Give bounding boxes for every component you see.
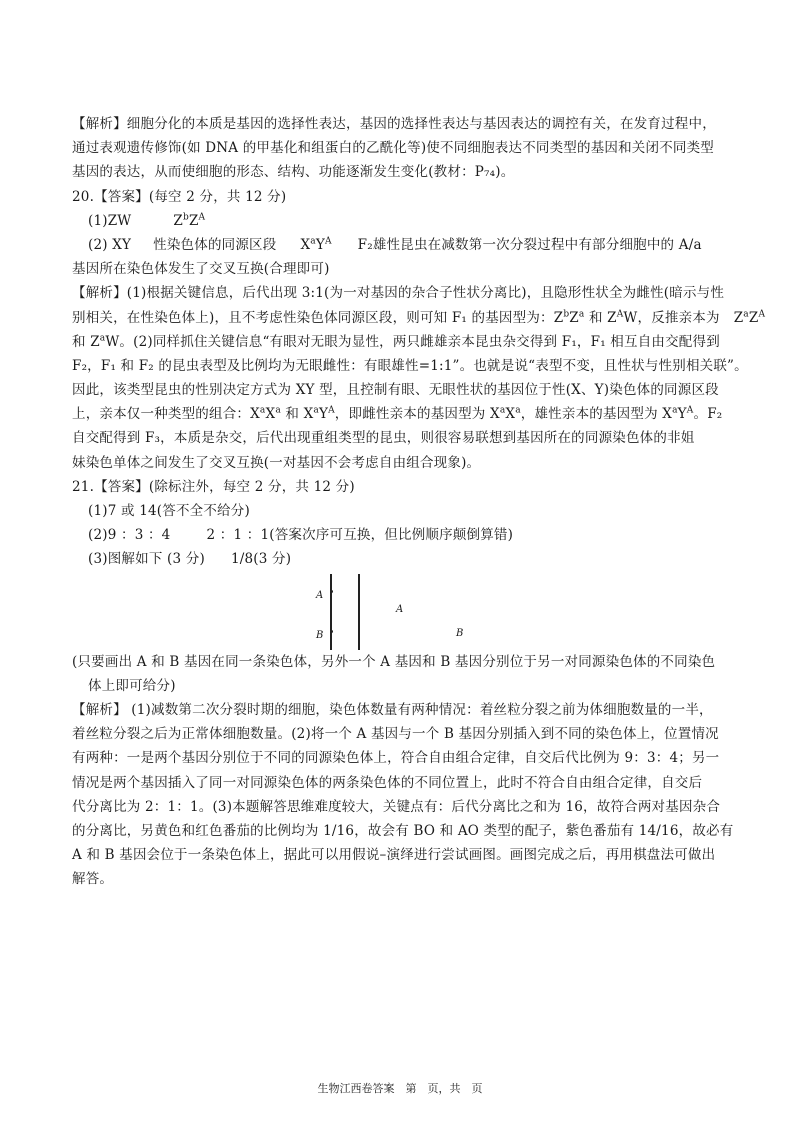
text-line: 妹染色单体之间发生了交叉互换(一对基因不会考虑自由组合现象)。 xyxy=(72,454,481,471)
q20-answer-1 xyxy=(72,209,732,233)
genotype-text: Z xyxy=(173,212,183,229)
text-span: Y xyxy=(677,406,687,423)
superscript: b xyxy=(182,212,189,223)
chromosome-line-1 xyxy=(330,574,332,650)
chromosome-diagram xyxy=(72,572,732,650)
gene-label-a: A xyxy=(316,589,324,601)
text-span: X xyxy=(505,406,516,423)
superscript: a xyxy=(313,405,319,416)
text-span: X xyxy=(265,406,276,423)
genotype-text: Z xyxy=(188,212,199,229)
superscript: A xyxy=(328,405,335,416)
text-span: 别相关，在性染色体上)，且不考虑性染色体同源区段，则可知 F₁ 的基因型为：Z xyxy=(72,309,564,326)
text-span: (3)图解如下 (3 分) xyxy=(88,551,205,568)
superscript: a xyxy=(99,333,106,344)
text-span: 2 ：1 ：1(答案次序可互换，但比例顺序颠倒算错) xyxy=(206,527,514,544)
superscript: a xyxy=(743,309,749,319)
superscript: a xyxy=(259,405,266,416)
text-span: 和 Z xyxy=(584,309,617,326)
text-span: 上，亲本仅一种类型的组合：X xyxy=(72,406,260,423)
text-span: ，雄性亲本的基因型为 X xyxy=(520,406,673,423)
text-line: 代分离比为 2：1：1。(3)本题解答思维难度较大，关键点有：后代分离比之和为 16，故符合两对基因杂合 xyxy=(72,798,721,815)
gene-label-b: B xyxy=(316,629,324,641)
text-line xyxy=(72,402,732,426)
q21-answer-2 xyxy=(72,523,732,547)
text-line: 基因的表达，从而使细胞的形态、结构、功能逐渐发生变化(教材：P₇₄)。 xyxy=(72,164,515,181)
text-span: W，反推亲本为 xyxy=(623,309,720,326)
text-line: 通过表观遗传修饰(如 DNA 的甲基化和组蛋白的乙酰化等)使不同细胞表达不同类型的基因和关闭不同类型 xyxy=(72,140,715,157)
superscript: A xyxy=(616,309,624,319)
text-line: 解答。 xyxy=(72,871,114,888)
gene-label-a-other: A xyxy=(396,603,404,615)
text-line: 自交配得到 F₃，本质是杂交，后代出现重组类型的昆虫，则很容易联想到基因所在的同源染色体的非姐 xyxy=(72,430,695,447)
superscript: a xyxy=(578,309,585,319)
gene-locus-a xyxy=(330,590,333,593)
text-line: 有两种：一是两个基因分别位于不同的同源染色体上，符合自由组合定律，自交后代比例为 9：3：4；另一 xyxy=(72,750,720,767)
text-span: (2)9 ：3 ：4 xyxy=(88,527,171,544)
superscript: b xyxy=(563,309,570,319)
q20-answer-2-e: F₂雄性昆虫在减数第一次分裂过程中有部分细胞中的 A/a xyxy=(357,236,702,253)
text-line: F₂，F₁ 和 F₂ 的昆虫表型及比例均为无眼雌性：有眼雄性=1:1”。也就是说“表型不变，且性状与性别相关联”。 xyxy=(72,357,748,374)
text-span: 1/8(3 分) xyxy=(230,551,292,568)
text-span: 和 X xyxy=(280,406,314,423)
text-line: 【解析】 (1)减数第二次分裂时期的细胞，染色体数量有两种情况：着丝粒分裂之前为体细胞数量的一半， xyxy=(72,701,713,718)
question-20-heading: 20.【答案】(每空 2 分，共 12 分) xyxy=(72,188,287,205)
q21-answer-1: (1)7 或 14(答不全不给分) xyxy=(88,503,250,519)
superscript: A xyxy=(758,309,766,319)
q20-answer-2-a: (2) XY xyxy=(88,236,132,253)
superscript: a xyxy=(515,405,521,416)
text-span: Z xyxy=(733,309,744,326)
text-line: 【解析】(1)根据关键信息，后代出现 3:1(为一对基因的杂合子性状分离比)，且隐形性状全为雌性(暗示与性 xyxy=(72,285,725,302)
text-line xyxy=(72,306,766,330)
text-span: W。(2)同样抓住关键信息“有眼对无眼为显性，两只雌雄亲本昆虫杂交得到 F₁，F₁ 相互自由交配得到 xyxy=(105,333,720,350)
text-line: 着丝粒分裂之后为正常体细胞数量。(2)将一个 A 基因与一个 B 基因分别插入到不同的染色体上，位置情况 xyxy=(72,726,719,743)
text-line: A 和 B 基因会位于一条染色体上，据此可以用假说–演绎进行尝试画图。画图完成之后，再用棋盘法可做出 xyxy=(72,847,716,864)
gene-locus-b xyxy=(330,630,333,633)
question-21-heading: 21.【答案】(除标注外，每空 2 分，共 12 分) xyxy=(72,478,355,495)
text-span: Z xyxy=(748,309,759,326)
superscript: A xyxy=(198,212,206,223)
q20-answer-2 xyxy=(72,233,732,257)
text-span: ，即雌性亲本的基因型为 X xyxy=(334,406,500,423)
q20-answer-1-a: (1)ZW xyxy=(88,212,132,229)
chromosome-line-2 xyxy=(358,574,360,650)
answer-content xyxy=(72,112,766,891)
superscript: a xyxy=(310,236,316,247)
q21-answer-3 xyxy=(72,547,732,571)
text-line: 因此，该类型昆虫的性别决定方式为 XY 型，且控制有眼、无眼性状的基因位于性(X、Y)染色体的同源区段 xyxy=(72,382,719,399)
page-footer: 生物江西卷答案 第 页，共 页 xyxy=(317,1082,483,1095)
text-span: 。F₂ xyxy=(693,406,723,423)
q20-answer-2-b: 性染色体的同源区段 xyxy=(153,236,277,253)
genotype-text: Y xyxy=(315,236,325,253)
text-span: 和 Z xyxy=(72,333,100,350)
text-line: 基因所在染色体发生了交叉互换(合理即可) xyxy=(72,261,330,278)
text-line: 的分离比，另黄色和红色番茄的比例均为 1/16，故会有 BO 和 AO 类型的配子，紫色番茄有 14/16，故必有 xyxy=(72,822,734,839)
superscript: a xyxy=(275,405,281,416)
text-line xyxy=(72,330,732,354)
text-line: 【解析】细胞分化的本质是基因的选择性表达，基因的选择性表达与基因表达的调控有关，在发育过程中， xyxy=(72,116,716,132)
text-line: 体上即可给分) xyxy=(88,677,176,694)
text-line: (只要画出 A 和 B 基因在同一条染色体，另外一个 A 基因和 B 基因分别位于另一对同源染色体的不同染色 xyxy=(72,653,716,670)
text-line: 情况是两个基因插入了同一对同源染色体的两条染色体的不同位置上，此时不符合自由组合定律，自交后 xyxy=(72,774,703,791)
text-span: Y xyxy=(318,406,329,423)
gene-label-b-other: B xyxy=(456,627,464,639)
superscript: A xyxy=(324,236,332,247)
text-span: Z xyxy=(569,309,579,326)
superscript: A xyxy=(686,405,694,416)
superscript: a xyxy=(499,405,506,416)
genotype-text: X xyxy=(300,236,311,253)
superscript: a xyxy=(672,405,678,416)
